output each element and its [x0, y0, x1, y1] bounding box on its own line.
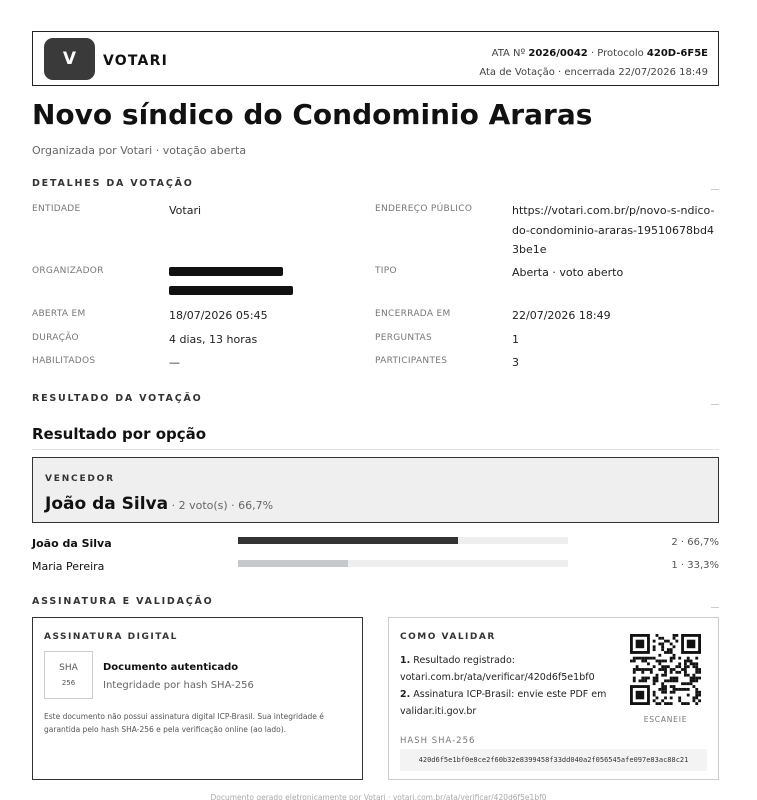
integrity-note: Integridade por hash SHA-256	[103, 680, 254, 691]
option-count: 2 · 66,7%	[671, 537, 719, 548]
type-label: TIPO	[375, 266, 397, 276]
option-count: 1 · 33,3%	[671, 560, 719, 571]
step1-title: Resultado registrado:	[413, 655, 515, 666]
step-number: 1.	[400, 655, 411, 666]
how-to-validate-card	[388, 617, 719, 780]
subheading-divider	[32, 449, 719, 450]
protocol-code: 420D-6F5E	[646, 48, 708, 59]
result-subheading: Resultado por opção	[32, 425, 207, 443]
document-header	[32, 31, 719, 86]
validation-step-2	[400, 686, 620, 720]
step2-text: Assinatura ICP-Brasil: envie este PDF em validar.iti.gov.br	[400, 689, 607, 717]
redaction-bar	[169, 286, 293, 295]
section-divider	[711, 607, 719, 608]
page-footer: Documento gerado eletronicamente por Votari · votari.com.br/ata/verificar/420d6f5e1bf0	[210, 793, 547, 800]
signature-heading: ASSINATURA E VALIDAÇÃO	[32, 596, 214, 607]
winner-name: João da Silva	[45, 494, 169, 514]
option-name: Maria Pereira	[32, 560, 105, 573]
eligible-value: —	[169, 356, 180, 369]
redaction-bar	[169, 267, 283, 276]
signature-card-heading: ASSINATURA DIGITAL	[44, 632, 178, 642]
validation-step-1	[400, 652, 620, 686]
verify-url-link[interactable]: votari.com.br/ata/verificar/420d6f5e1bf0	[400, 672, 595, 683]
ata-label: ATA Nº	[491, 48, 526, 59]
page-subtitle: Organizada por Votari · votação aberta	[32, 144, 247, 157]
hash-label: HASH SHA-256	[400, 736, 476, 746]
option-bar-fill	[238, 560, 348, 567]
sha-badge-number: 256	[61, 679, 76, 687]
section-divider	[711, 404, 719, 405]
closed-value: 22/07/2026 18:49	[512, 309, 611, 322]
winner-votes: · 2 voto(s) · 66,7%	[168, 499, 274, 512]
option-name: João da Silva	[32, 537, 112, 550]
qr-caption: ESCANEIE	[643, 715, 688, 724]
duration-value: 4 dias, 13 horas	[169, 333, 258, 346]
details-heading: DETALHES DA VOTAÇÃO	[32, 178, 194, 189]
organizer-label: ORGANIZADOR	[32, 266, 104, 276]
eligible-label: HABILITADOS	[32, 356, 96, 366]
digital-signature-card	[32, 617, 363, 780]
hash-value: 420d6f5e1bf0e8ce2f60b32e8399458f33dd040a2f056545afe097e83ac88c21	[400, 749, 707, 771]
type-value: Aberta · voto aberto	[512, 266, 624, 279]
option-bar-track	[238, 560, 568, 567]
closed-label: ENCERRADA EM	[375, 309, 451, 319]
votari-logo: V	[44, 38, 95, 80]
opened-value: 18/07/2026 05:45	[169, 309, 268, 322]
entity-label: ENTIDADE	[32, 204, 81, 214]
public-address-link[interactable]: https://votari.com.br/p/novo-s-ndico-do-condominio-araras-19510678bd43be1e	[512, 204, 715, 256]
organizer-value-redacted	[169, 264, 297, 295]
winner-box	[32, 457, 719, 523]
validate-card-heading: COMO VALIDAR	[400, 632, 496, 642]
questions-value: 1	[512, 333, 519, 346]
participants-value: 3	[512, 356, 519, 369]
brand-name: VOTARI	[103, 53, 168, 69]
result-heading: RESULTADO DA VOTAÇÃO	[32, 393, 203, 404]
document-authenticated: Documento autenticado	[103, 662, 239, 673]
participants-label: PARTICIPANTES	[375, 356, 448, 366]
step-number: 2.	[400, 689, 411, 700]
sha-256-badge	[44, 651, 93, 699]
option-bar-fill	[238, 537, 458, 544]
page-title: Novo síndico do Condominio Araras	[32, 98, 593, 131]
option-bar-track	[238, 537, 568, 544]
section-divider	[711, 189, 719, 190]
qr-code-icon[interactable]	[630, 634, 701, 705]
opened-label: ABERTA EM	[32, 309, 86, 319]
duration-label: DURAÇÃO	[32, 333, 79, 343]
header-meta	[479, 44, 708, 82]
ata-number: 2026/0042	[528, 48, 588, 59]
sha-badge-text: SHA	[59, 663, 78, 673]
signature-disclaimer: Este documento não possui assinatura digital ICP-Brasil. Sua integridade é garantida pelo hash SHA-256 e pela verificação online (ao lado).	[44, 712, 324, 734]
winner-label: VENCEDOR	[45, 474, 115, 484]
address-label: ENDEREÇO PÚBLICO	[375, 204, 473, 214]
protocol-label: · Protocolo	[590, 48, 644, 59]
questions-label: PERGUNTAS	[375, 333, 433, 343]
entity-value: Votari	[169, 204, 202, 217]
status-line: Ata de Votação · encerrada 22/07/2026 18:49	[479, 67, 708, 78]
